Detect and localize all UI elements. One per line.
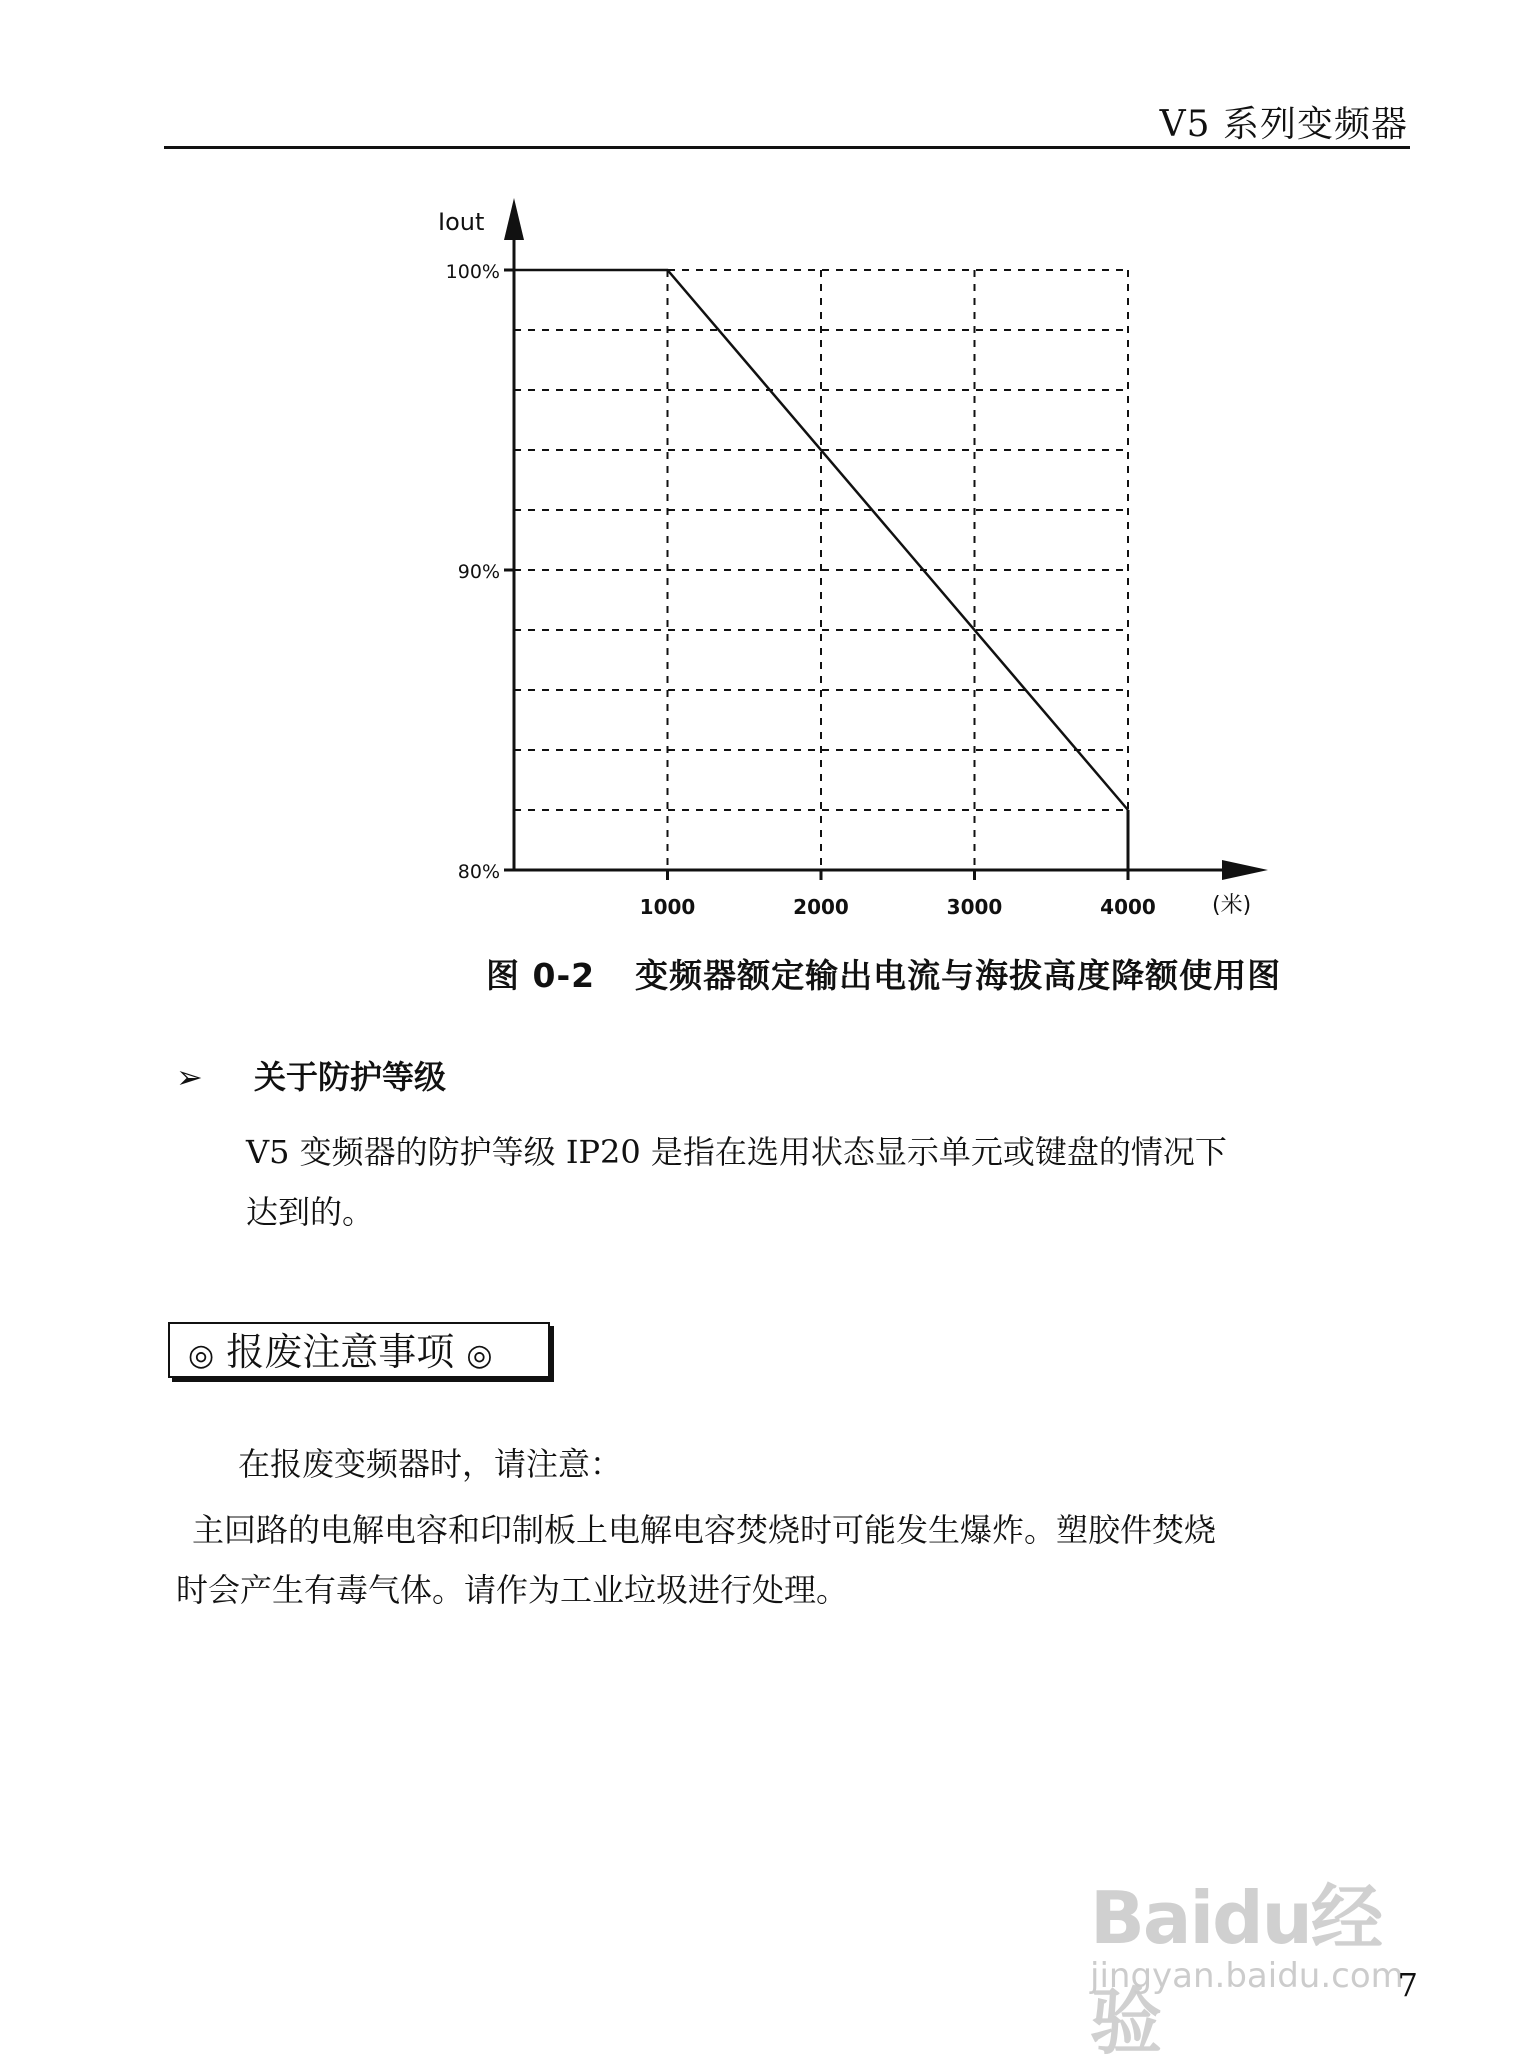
protection-paragraph-line2: 达到的。 bbox=[246, 1182, 374, 1242]
figure-number: 图 0-2 bbox=[486, 956, 595, 995]
double-circle-icon: ◎ bbox=[188, 1338, 214, 1373]
disposal-heading-text: 报废注意事项 bbox=[226, 1330, 454, 1374]
y-tick-label: 100% bbox=[446, 261, 500, 283]
disposal-section-heading bbox=[168, 1322, 550, 1378]
axis-ticks bbox=[446, 261, 1156, 919]
disposal-paragraph-line2: 时会产生有毒气体。请作为工业垃圾进行处理。 bbox=[176, 1560, 848, 1620]
x-tick-label: 1000 bbox=[640, 895, 696, 919]
x-axis-label: (米) bbox=[1212, 893, 1251, 918]
page-number: 7 bbox=[1398, 1966, 1418, 2004]
watermark-url: jingyan.baidu.com bbox=[1090, 1956, 1404, 1996]
protection-heading bbox=[176, 1052, 446, 1098]
y-tick-label: 90% bbox=[458, 561, 500, 583]
header-rule bbox=[164, 146, 1410, 149]
protection-paragraph-line1: V5 变频器的防护等级 IP20 是指在选用状态显示单元或键盘的情况下 bbox=[246, 1122, 1416, 1182]
double-circle-icon-right: ◎ bbox=[466, 1338, 492, 1373]
y-axis-label: Iout bbox=[438, 208, 484, 236]
figure-caption bbox=[486, 950, 1281, 997]
derating-chart bbox=[420, 180, 1280, 940]
watermark-logo: Baidu经验 bbox=[1090, 1860, 1450, 2068]
disposal-intro: 在报废变频器时，请注意： bbox=[238, 1434, 622, 1494]
x-tick-label: 4000 bbox=[1100, 895, 1156, 919]
y-axis-arrow-icon bbox=[504, 198, 524, 240]
baidu-watermark bbox=[1090, 1840, 1450, 2020]
x-tick-label: 2000 bbox=[793, 895, 849, 919]
x-tick-label: 3000 bbox=[947, 895, 1003, 919]
arrow-bullet-icon: ➢ bbox=[176, 1058, 254, 1096]
x-axis-arrow-icon bbox=[1222, 860, 1268, 880]
y-tick-label: 80% bbox=[458, 861, 500, 883]
figure-title: 变频器额定输出电流与海拔高度降额使用图 bbox=[635, 956, 1281, 995]
disposal-paragraph-line1: 主回路的电解电容和印制板上电解电容焚烧时可能发生爆炸。塑胶件焚烧 bbox=[192, 1500, 1422, 1560]
header-title: V5 系列变频器 bbox=[1160, 96, 1408, 147]
protection-heading-text: 关于防护等级 bbox=[254, 1058, 446, 1096]
